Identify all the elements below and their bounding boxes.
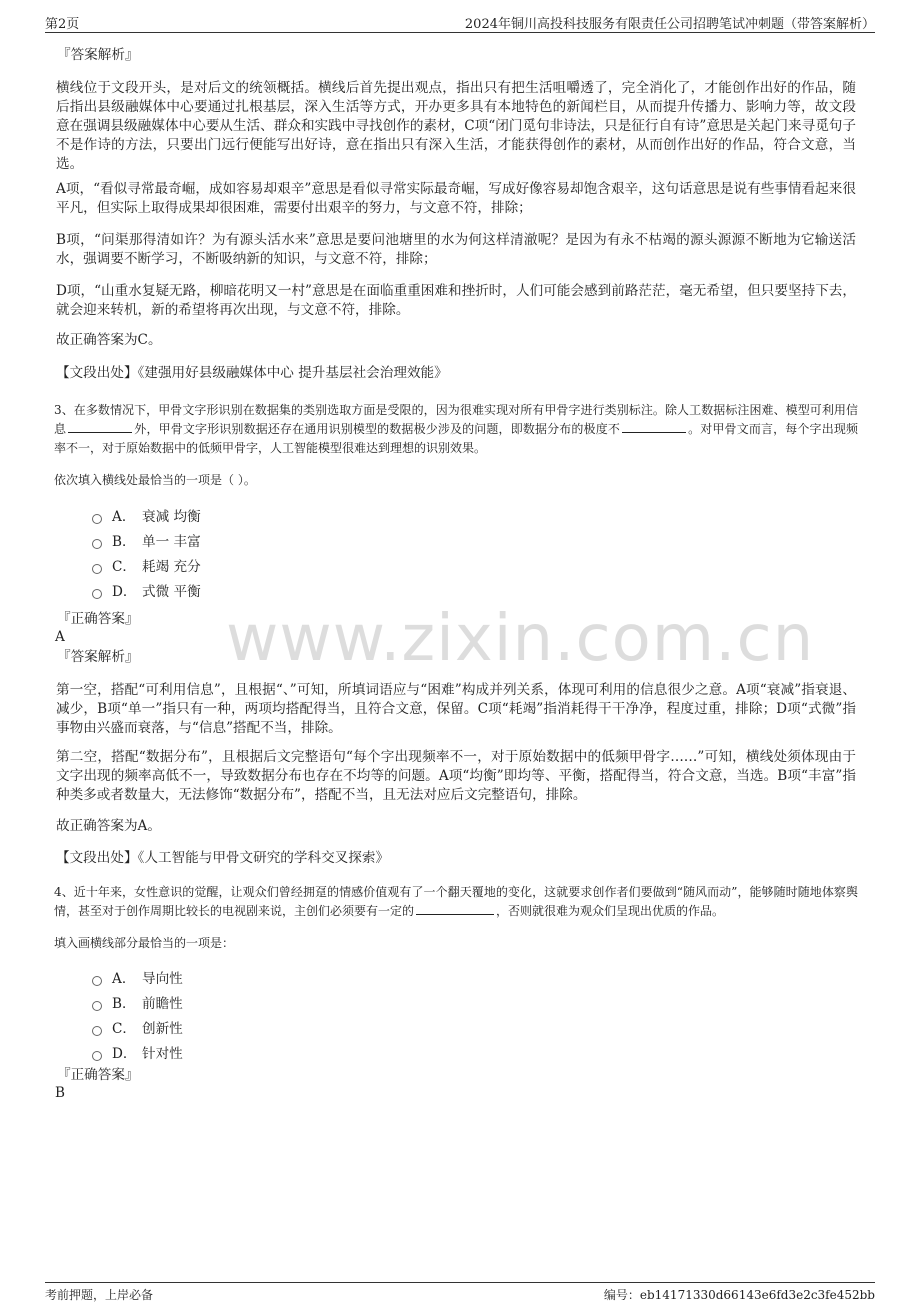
- radio-icon[interactable]: [92, 1026, 102, 1036]
- q3-analysis-paragraph-1: 第一空，搭配“可利用信息”，且根据“、”可知，所填词语应与“困难”构成并列关系，体现可利用的信息很少之意。A项“衰减”指衰退、减少，B项“单一”指只有一种，两项均搭配得当，且符合文意，保留。C项“耗竭”指消耗得干干净净，程度过重，排除；D项“式微”指事物由兴盛而衰落，与“信息”搭配不当，排除。: [56, 682, 856, 736]
- q3-blank-1: [68, 421, 132, 433]
- q4-option-d[interactable]: [92, 1045, 183, 1063]
- q2-analysis-paragraph-2: A项，“看似寻常最奇崛，成如容易却艰辛”意思是看似寻常实际最奇崛，写成好像容易却饱含艰辛，这句话意思是说有些事情看起来很平凡，但实际上取得成果却很困难，需要付出艰辛的努力，与文意不符，排除；: [56, 181, 856, 216]
- q4-answer-label: 『正确答案』: [57, 1067, 139, 1083]
- q3-option-c[interactable]: [92, 558, 201, 576]
- q3-blank-2: [622, 421, 686, 433]
- page-footer: [45, 1282, 875, 1303]
- radio-icon[interactable]: [92, 539, 102, 549]
- q3-answer-label: 『正确答案』: [57, 611, 139, 627]
- radio-icon[interactable]: [92, 589, 102, 599]
- q4-answer: B: [55, 1085, 65, 1101]
- q3-stem-part-1: 3、在多数情况下，甲骨文字形识别在数据集的类别选取方面是受限的，因为很难实现对所有甲骨字进行类别标注。除人工数据标注困难、模型可利用信息: [54, 403, 858, 436]
- footer-slogan: 考前押题，上岸必备: [45, 1288, 154, 1302]
- radio-icon[interactable]: [92, 564, 102, 574]
- option-letter: B．: [112, 534, 136, 550]
- q4-option-b[interactable]: [92, 995, 183, 1013]
- option-text: 针对性: [142, 1046, 183, 1062]
- q3-option-d[interactable]: [92, 583, 201, 601]
- q2-analysis-paragraph-4: D项，“山重水复疑无路，柳暗花明又一村”意思是在面临重重困难和挫折时，人们可能会感到前路茫茫，毫无希望，但只要坚持下去，就会迎来转机，新的希望将再次出现，与文意不符，排除。: [56, 283, 856, 318]
- option-letter: B．: [112, 996, 136, 1012]
- q2-analysis-paragraph-3: B项，“问渠那得清如许？为有源头活水来”意思是要问池塘里的水为何这样清澈呢？是因为有永不枯竭的源头源源不断地为它输送活水，强调要不断学习，不断吸纳新的知识，与文意不符，排除；: [56, 232, 856, 267]
- option-text: 导向性: [142, 971, 183, 987]
- q3-answer: A: [55, 629, 65, 645]
- radio-icon[interactable]: [92, 1051, 102, 1061]
- option-text: 式微 平衡: [142, 584, 201, 600]
- option-text: 创新性: [142, 1021, 183, 1037]
- option-text: 前瞻性: [142, 996, 183, 1012]
- q3-stem: [54, 401, 858, 458]
- q3-option-b[interactable]: [92, 533, 201, 551]
- option-letter: C．: [112, 559, 136, 575]
- q4-stem-part-1: 4、近十年来，女性意识的觉醒，让观众们曾经拥趸的情感价值观有了一个翻天覆地的变化，这就要求创作者们要做到“随风而动”，能够随时随地体察舆情，甚至对于创作周期比较长的电视剧来说，主创们必须要有一定的: [54, 885, 858, 918]
- option-letter: A．: [112, 509, 136, 525]
- q2-conclusion: 故正确答案为C。: [56, 332, 162, 348]
- q3-prompt: 依次填入横线处最恰当的一项是（ ）。: [54, 473, 256, 487]
- q3-stem-part-3: 。对甲骨文而言，每个字出现频率不一，对于原始数据中的低频甲骨字，人工智能模型很难达到理想的识别效果。: [54, 422, 858, 455]
- option-text: 耗竭 充分: [142, 559, 201, 575]
- q4-option-a[interactable]: [92, 970, 183, 988]
- radio-icon[interactable]: [92, 976, 102, 986]
- option-text: 单一 丰富: [142, 534, 201, 550]
- option-letter: D．: [112, 1046, 137, 1062]
- option-letter: C．: [112, 1021, 136, 1037]
- q2-source: 【文段出处】《建强用好县级融媒体中心 提升基层社会治理效能》: [56, 365, 448, 381]
- q3-analysis-paragraph-2: 第二空，搭配“数据分布”，且根据后文完整语句“每个字出现频率不一，对于原始数据中的低频甲骨字……”可知，横线处须体现由于文字出现的频率高低不一，导致数据分布也存在不均等的问题。A项“均衡”即均等、平衡，搭配得当，符合文意，当选。B项“丰富”指种类多或者数量大，无法修饰“数据分布”，搭配不当，且无法对应后文完整语句，排除。: [56, 749, 856, 803]
- option-text: 衰减 均衡: [142, 509, 201, 525]
- q3-conclusion: 故正确答案为A。: [56, 818, 161, 834]
- document-title: 2024年铜川高投科技服务有限责任公司招聘笔试冲刺题（带答案解析）: [464, 17, 875, 32]
- q3-stem-part-2: 外，甲骨文字形识别数据还存在通用识别模型的数据极少涉及的问题，即数据分布的极度不: [134, 422, 620, 436]
- radio-icon[interactable]: [92, 514, 102, 524]
- q4-prompt: 填入画横线部分最恰当的一项是：: [54, 936, 235, 950]
- q3-source: 【文段出处】《人工智能与甲骨文研究的学科交叉探索》: [56, 850, 390, 866]
- q4-stem-part-2: ，否则就很难为观众们呈现出优质的作品。: [496, 904, 725, 918]
- q4-blank: [416, 903, 494, 915]
- option-letter: D．: [112, 584, 137, 600]
- document-id: 编号：eb14171330d66143e6fd3e2c3fe452bb: [603, 1288, 875, 1302]
- q3-analysis-label: 『答案解析』: [57, 649, 139, 665]
- radio-icon[interactable]: [92, 1001, 102, 1011]
- q4-option-c[interactable]: [92, 1020, 183, 1038]
- option-letter: A．: [112, 971, 136, 987]
- watermark: www.zixin.com.cn: [226, 602, 815, 676]
- q2-analysis-label: 『答案解析』: [57, 47, 139, 63]
- page-number: 第2页: [45, 17, 80, 32]
- q3-option-a[interactable]: [92, 508, 201, 526]
- q4-stem: [54, 883, 858, 921]
- q2-analysis-paragraph-1: 横线位于文段开头，是对后文的统领概括。横线后首先提出观点，指出只有把生活咀嚼透了，完全消化了，才能创作出好的作品，随后指出县级融媒体中心要通过扎根基层，深入生活等方式，开办更多具有本地特色的新闻栏目，从而提升传播力、影响力等，故文段意在强调县级融媒体中心要从生活、群众和实践中寻找创作的素材，C项“闭门觅句非诗法，只是征行自有诗”意思是关起门来寻觅句子不是作诗的方法，只要出门远行便能写出好诗，意在指出只有深入生活，才能获得创作的素材，从而创作出好的作品，符合文意，当选。: [56, 80, 856, 172]
